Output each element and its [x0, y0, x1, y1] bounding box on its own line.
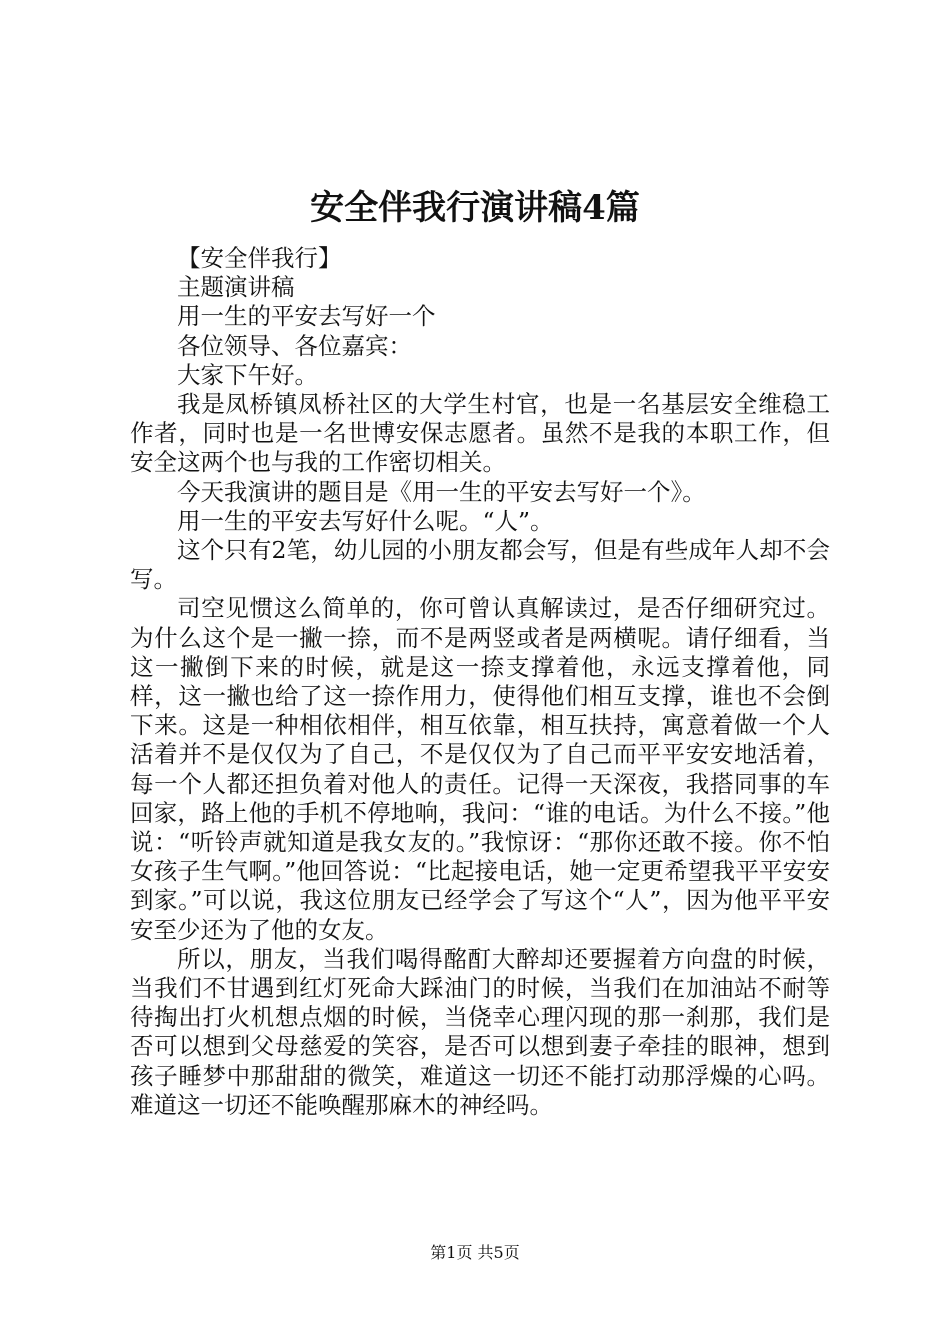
paragraph: 大家下午好。	[177, 360, 318, 389]
paragraph: 【安全伴我行】	[177, 244, 342, 272]
paragraph: 我是凤桥镇凤桥社区的大学生村官，也是一名基层安全维稳工作者，同时也是一名世博安保志愿者。虽然不是我的本职工作，但安全这两个也与我的工作密切相关。	[130, 390, 830, 477]
paragraph: 所以，朋友，当我们喝得酩酊大醉却还要握着方向盘的时候，当我们不甘遇到红灯死命大踩油门的时候，当我们在加油站不耐等待掏出打火机想点烟的时候，当侥幸心理闪现的那一刹那，我们是否可以想到父母慈爱的笑容，是否可以想到妻子牵挂的眼神，想到孩子睡梦中那甜甜的微笑，难道这一切还不能打动那浮燥的心吗。难道这一切还不能唤醒那麻木的神经吗。	[130, 944, 830, 1119]
paragraph: 今天我演讲的题目是《用一生的平安去写好一个》。	[177, 477, 706, 506]
document-title: 安全伴我行演讲稿4篇	[310, 188, 640, 228]
paragraph: 用一生的平安去写好什么呢。“人”。	[177, 506, 554, 535]
document-body	[130, 244, 830, 1120]
paragraph: 各位领导、各位嘉宾：	[177, 331, 412, 360]
paragraph: 主题演讲稿	[177, 273, 295, 302]
paragraph: 用一生的平安去写好一个	[177, 302, 436, 331]
paragraph: 这个只有2笔，幼儿园的小朋友都会写，但是有些成年人却不会写。	[130, 536, 830, 594]
paragraph: 司空见惯这么简单的，你可曾认真解读过，是否仔细研究过。为什么这个是一撇一捺，而不是两竖或者是两横呢。请仔细看，当这一撇倒下来的时候，就是这一捺支撑着他，永远支撑着他，同样，这一撇也给了这一捺作用力，使得他们相互支撑，谁也不会倒下来。这是一种相依相伴，相互依靠，相互扶持，寓意着做一个人活着并不是仅仅为了自己，不是仅仅为了自己而平平安安地活着，每一个人都还担负着对他人的责任。记得一天深夜，我搭同事的车回家，路上他的手机不停地响，我问：“谁的电话。为什么不接。”他说：“听铃声就知道是我女友的。”我惊讶：“那你还敢不接。你不怕女孩子生气啊。”他回答说：“比起接电话，她一定更希望我平平安安到家。”可以说，我这位朋友已经学会了写这个“人”，因为他平平安安至少还为了他的女友。	[130, 594, 830, 944]
page-number-footer: 第1页 共5页	[430, 1243, 520, 1262]
